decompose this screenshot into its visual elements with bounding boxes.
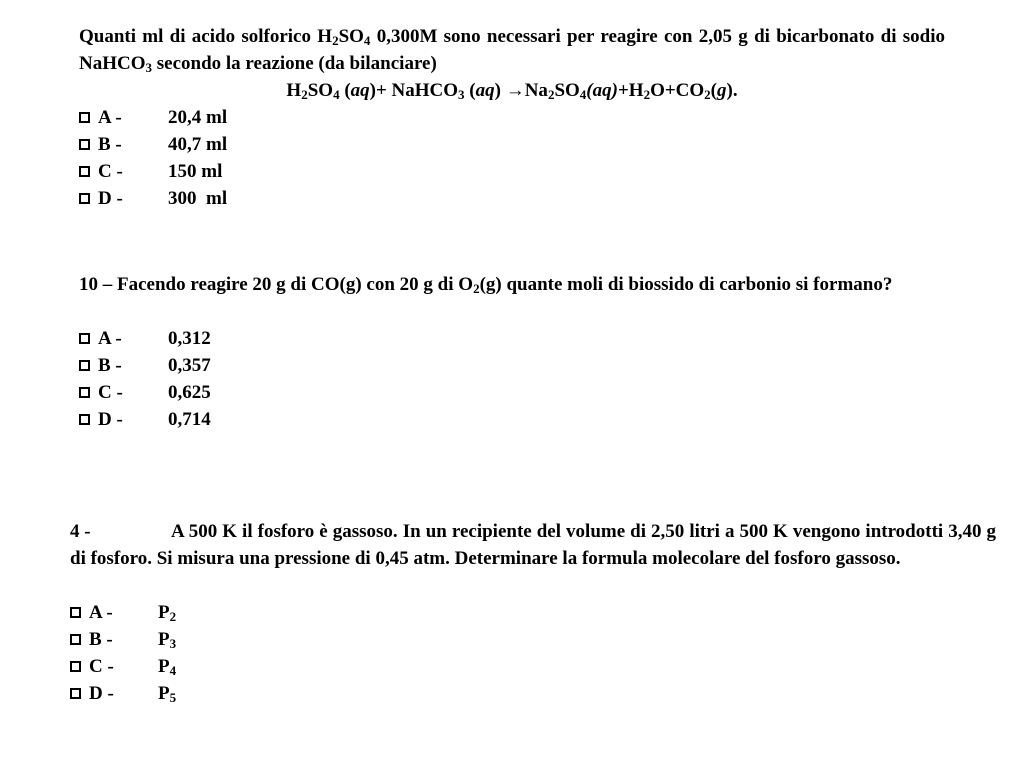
option-d[interactable] <box>79 185 945 212</box>
option-letter: B - <box>98 134 122 155</box>
option-a[interactable] <box>79 325 959 352</box>
reaction-equation: $H_2SO_4$ (aq)+ NaHCO$_3$ $(aq) \to Na_2SO_4(aq)+H_2O+CO_2(g)$. <box>286 80 738 102</box>
checkbox-icon[interactable] <box>79 360 90 371</box>
option-value: 0,625 <box>168 382 211 403</box>
question-2 <box>79 271 959 433</box>
checkbox-icon[interactable] <box>70 607 81 618</box>
option-d[interactable] <box>70 680 996 707</box>
option-b[interactable] <box>79 352 959 379</box>
option-letter: D - <box>98 188 123 209</box>
option-value: 40,7 ml <box>168 134 228 155</box>
option-a[interactable] <box>70 599 996 626</box>
option-value: $P_5$ <box>158 683 177 705</box>
question-1 <box>79 23 945 212</box>
option-letter: A - <box>89 602 113 623</box>
checkbox-icon[interactable] <box>79 112 90 123</box>
option-value: $P_4$ <box>158 656 177 678</box>
option-value: 0,357 <box>168 355 211 376</box>
option-letter: D - <box>98 409 123 430</box>
option-letter: B - <box>89 629 113 650</box>
option-value: 150 ml <box>168 161 223 182</box>
option-value: 0,714 <box>168 409 211 430</box>
option-letter: D - <box>89 683 114 704</box>
option-value: 300 ml <box>168 188 228 209</box>
checkbox-icon[interactable] <box>79 166 90 177</box>
option-letter: C - <box>98 382 123 403</box>
option-letter: B - <box>98 355 122 376</box>
option-a[interactable] <box>79 104 945 131</box>
option-c[interactable] <box>79 379 959 406</box>
checkbox-icon[interactable] <box>79 387 90 398</box>
option-b[interactable] <box>70 626 996 653</box>
option-value: $P_2$ <box>158 602 177 624</box>
checkbox-icon[interactable] <box>79 139 90 150</box>
arrow-icon: → <box>505 80 525 101</box>
option-value: 20,4 ml <box>168 107 228 128</box>
checkbox-icon[interactable] <box>79 193 90 204</box>
option-letter: A - <box>98 107 122 128</box>
question-4 <box>70 518 996 707</box>
option-c[interactable] <box>79 158 945 185</box>
option-c[interactable] <box>70 653 996 680</box>
checkbox-icon[interactable] <box>79 333 90 344</box>
option-value: $P_3$ <box>158 629 177 651</box>
option-b[interactable] <box>79 131 945 158</box>
option-letter: C - <box>89 656 114 677</box>
option-letter: A - <box>98 328 122 349</box>
option-letter: C - <box>98 161 123 182</box>
question-1-text: Quanti ml di acido solforico $H_2SO_4$ 0,300M sono necessari per reagire con 2,05 g di bicarbonato di sodio NaHCO$_3$ secondo la reazione (da bilanciare) <box>79 26 945 75</box>
question-2-text: 10 – Facendo reagire 20 g di CO(g) con 20 g di $O_2(g)$ quante moli di biossido di carbonio si formano? <box>79 274 893 296</box>
option-value: 0,312 <box>168 328 211 349</box>
option-d[interactable] <box>79 406 959 433</box>
question-number: 4 - <box>70 521 91 542</box>
checkbox-icon[interactable] <box>70 634 81 645</box>
checkbox-icon[interactable] <box>70 688 81 699</box>
question-4-text: 4 - A 500 K il fosforo è gassoso. In un recipiente del volume di 2,50 litri a 500 K vengono introdotti 3,40 g di fosforo. Si misura una pressione di 0,45 atm. Determinare la formula molecolare del fosforo gassoso. <box>70 518 996 572</box>
checkbox-icon[interactable] <box>79 414 90 425</box>
checkbox-icon[interactable] <box>70 661 81 672</box>
